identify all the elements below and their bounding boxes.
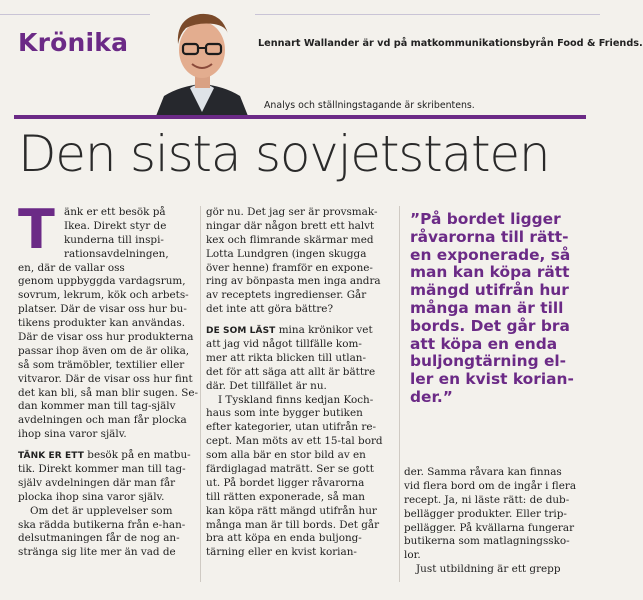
quote-line: buljongtärning el- [410, 352, 567, 371]
article-column-2 [206, 206, 394, 560]
text-line: färdiglagad maträtt. Ser se gott [206, 463, 374, 476]
text-line: rationsavdelningen, [64, 247, 169, 260]
text-line [206, 324, 394, 338]
text-line: ring av bönpasta men inga andra [206, 275, 381, 288]
text-line: ut. På bordet ligger råvarorna [206, 476, 365, 489]
text-line: lor. [404, 549, 421, 562]
text-line: dan kommer man till tag-själv [18, 400, 176, 413]
author-byline: Lennart Wallander är vd på matkommunikationsbyrån Food & Friends. [258, 38, 643, 49]
text-line: kex och flimrande skärmar med [206, 233, 374, 246]
column-divider [399, 206, 400, 582]
text-line: så som trämöbler, textilier eller [18, 358, 185, 371]
text-line: delsutmaningen får de nog an- [18, 532, 180, 545]
text-line: plocka ihop sina varor själv. [18, 490, 165, 503]
text-line: mer att rikta blicken till utlan- [206, 351, 366, 364]
text-line: vitvaror. Där de visar oss hur fint [18, 372, 193, 385]
section-kicker: Krönika [18, 28, 129, 57]
text-line: pellägger. På kvällarna fungerar [404, 521, 575, 534]
article-column-3 [404, 466, 590, 577]
quote-line: mängd utifrån hur [410, 281, 569, 300]
text-line: själv avdelningen där man får [18, 476, 176, 489]
header-divider [14, 115, 586, 119]
text-line: över henne) framför en expone- [206, 261, 373, 274]
text-line: som alla bär en stor bild av en [206, 449, 366, 462]
text-line: kan köpa rätt mängd utifrån hur [206, 504, 377, 517]
text-line: efter kategorier, utan utifrån re- [206, 421, 377, 434]
text-line: bra att köpa en enda buljong- [206, 532, 362, 545]
text-line: passar ihop även om de är olika, [18, 344, 190, 357]
text-line: Lotta Lundgren (ingen skugga [206, 247, 367, 260]
text-line: kunderna till inspi- [64, 233, 164, 246]
text-line: gör nu. Det jag ser är provsmak- [206, 206, 378, 218]
text-line: butikerna som matlagningssko- [404, 535, 570, 548]
column-divider [200, 206, 201, 582]
text-line: tik. Direkt kommer man till tag- [18, 463, 186, 476]
text-line: stränga sig lite mer än vad de [18, 546, 176, 559]
text-line: ihop sina varor själv. [18, 428, 127, 441]
text-line: der. Samma råvara kan finnas [404, 466, 562, 478]
text-line: cept. Man möts av ett 15-tal bord [206, 435, 383, 448]
quote-line: många man är till [410, 298, 564, 317]
text-line: där. Det tillfället är nu. [206, 379, 327, 392]
author-portrait [150, 4, 255, 116]
disclaimer-note: Analys och ställningstagande är skribentens. [264, 100, 475, 111]
run-in-heading: TÄNK ER ETT [18, 451, 84, 462]
pull-quote [410, 211, 596, 407]
text-line: till rätten exponerade, så man [206, 490, 366, 503]
text-line: av receptets ingredienser. Går [206, 289, 367, 302]
text-line [18, 449, 196, 463]
text-line: ningar där någon brett ett halvt [206, 219, 375, 232]
text-line: platser. Där de visar oss hur bu- [18, 303, 187, 316]
text-line: vid flera bord om de ingår i flera [404, 479, 577, 492]
quote-line: att köpa en enda [410, 334, 558, 353]
top-divider [0, 14, 600, 15]
text-line: många man är till bords. Det går [206, 518, 380, 531]
text-line: bellägger produkter. Eller trip- [404, 507, 567, 520]
text-line: I Tyskland finns kedjan Koch- [218, 393, 374, 406]
text-line: tärning eller en kvist korian- [206, 546, 357, 559]
text-line: Just utbildning är ett grepp [416, 563, 561, 576]
text-line: Där de visar oss hur produkterna [18, 331, 194, 344]
text-run: mina krönikor vet [275, 324, 373, 337]
quote-line: der.” [410, 387, 453, 406]
text-line: änk er ett besök på [64, 206, 166, 218]
text-line: ska rädda butikerna från e-han- [18, 518, 186, 531]
text-line: genom uppbyggda vardagsrum, [18, 275, 186, 288]
text-line: Om det är upplevelser som [30, 504, 173, 517]
quote-line: man kan köpa rätt [410, 263, 570, 282]
text-line: sovrum, lekrum, kök och arbets- [18, 289, 189, 302]
text-line: Ikea. Direkt styr de [64, 219, 167, 232]
text-line: en, där de vallar oss [18, 261, 125, 274]
text-line: tikens produkter kan användas. [18, 317, 185, 330]
text-line: recept. Ja, ni läste rätt: de dub- [404, 493, 570, 506]
text-line: avdelningen och man får plocka [18, 414, 187, 427]
text-line: det inte att göra bättre? [206, 303, 334, 316]
quote-line: bords. Det går bra [410, 316, 570, 335]
quote-line: ”På bordet ligger [410, 210, 561, 228]
run-in-heading: DE SOM LÄST [206, 326, 276, 337]
text-run: besök på en matbu- [84, 449, 191, 462]
drop-cap: T [18, 198, 55, 261]
text-line: haus som inte bygger butiken [206, 407, 363, 420]
quote-line: en exponerade, så [410, 245, 571, 264]
article-headline: Den sista sovjetstaten [18, 125, 550, 183]
text-line: det för att säga att allt är bättre [206, 365, 376, 378]
quote-line: ler en kvist korian- [410, 370, 574, 389]
article-column-1 [18, 198, 199, 560]
text-line: det kan bli, så man blir sugen. Se- [18, 386, 199, 399]
quote-line: råvarorna till rätt- [410, 227, 569, 246]
text-line: att jag vid något tillfälle kom- [206, 338, 362, 351]
